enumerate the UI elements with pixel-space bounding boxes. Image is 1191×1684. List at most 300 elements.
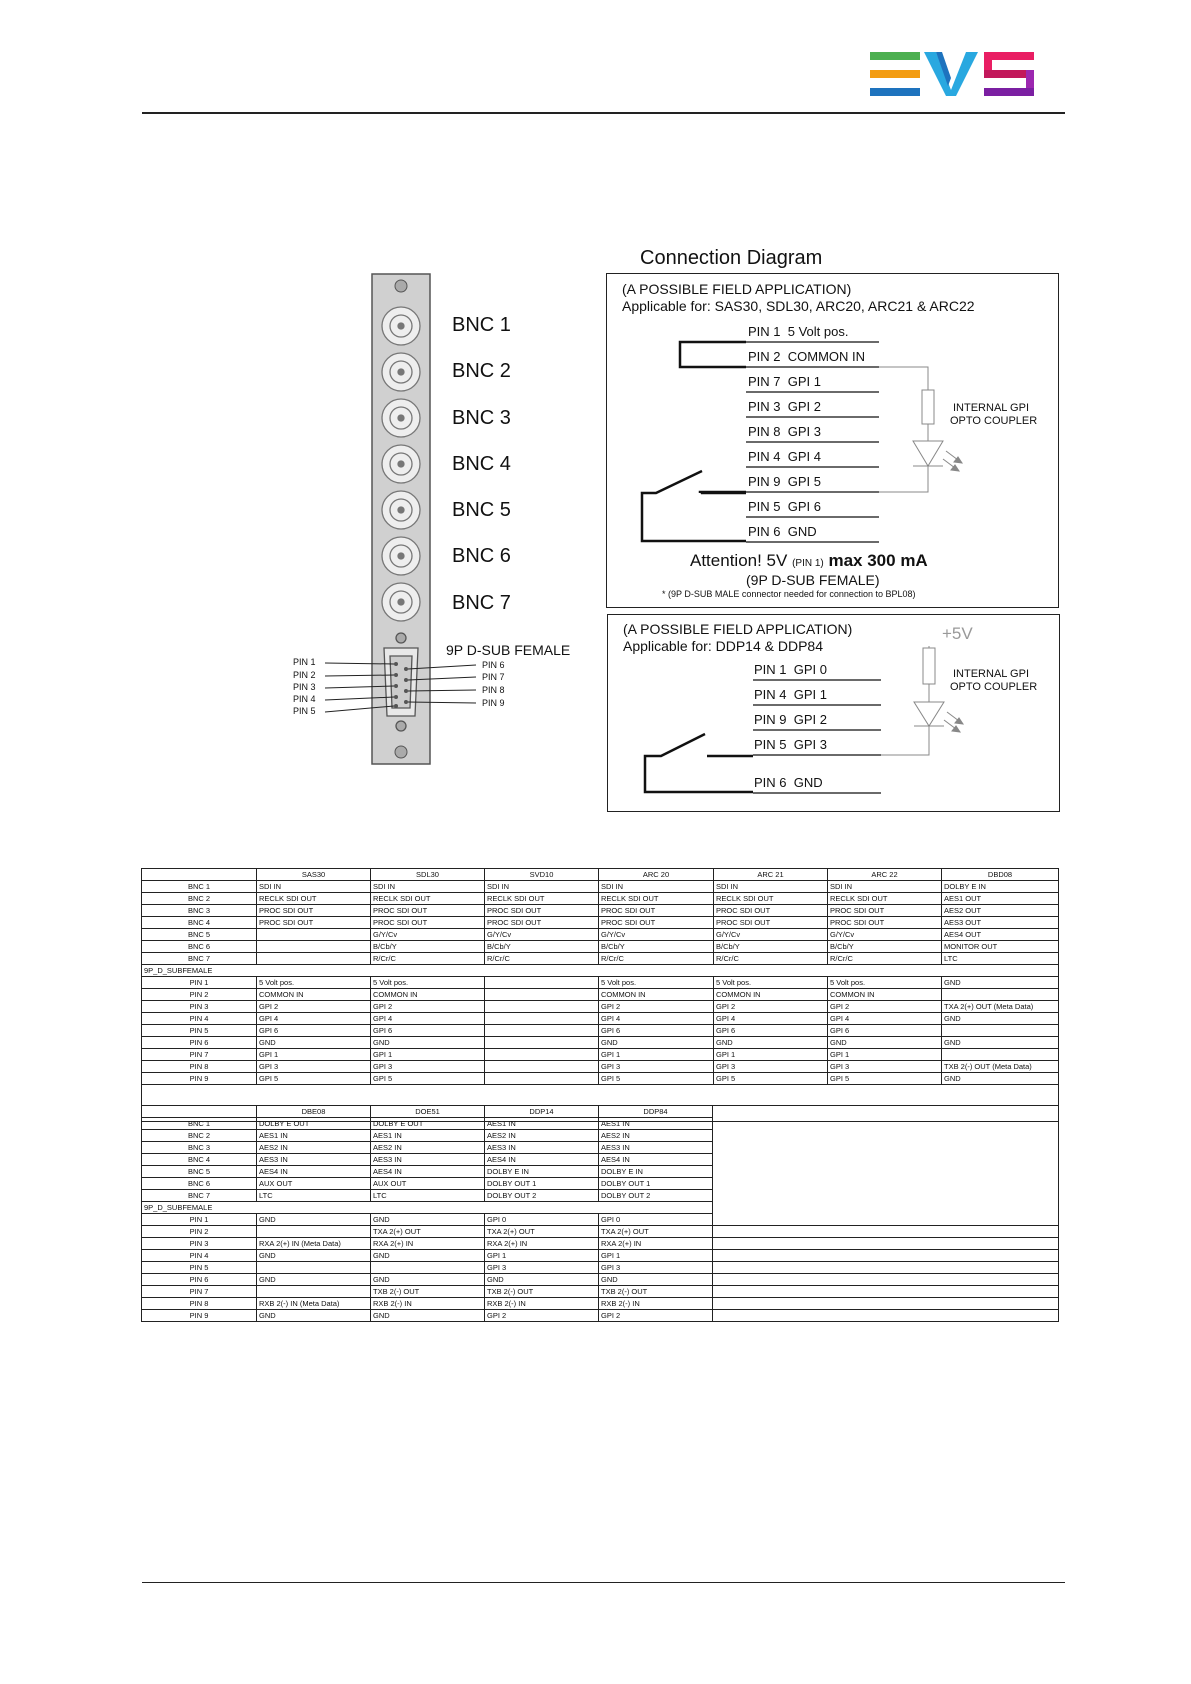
table-cell: BNC 5 [142,929,257,941]
table-cell: RECLK SDI OUT [485,893,599,905]
attention-pin: (PIN 1) [792,558,824,569]
table-section-row [142,965,1059,977]
bnc-label: BNC 7 [452,592,511,614]
table-row [142,1130,1059,1142]
table-cell: TXA 2(+) OUT [371,1226,485,1238]
table-cell [257,929,371,941]
table-cell: DOLBY OUT 2 [599,1190,713,1202]
table-cell: B/Cb/Y [371,941,485,953]
table-header-row [142,869,1059,881]
table-cell: AES4 IN [599,1154,713,1166]
table-cell: TXA 2(+) OUT (Meta Data) [942,1001,1059,1013]
box1-pin: PIN 5 GPI 6 [748,499,821,514]
table-cell: GPI 3 [599,1262,713,1274]
table-cell: PIN 2 [142,1226,257,1238]
table-cell: DDP14 [485,1106,599,1118]
table-cell: AES4 IN [371,1166,485,1178]
table-cell: BNC 5 [142,1166,257,1178]
table-cell [257,1262,371,1274]
table-cell: BNC 3 [142,905,257,917]
table-cell [942,989,1059,1001]
table-cell: GPI 1 [828,1049,942,1061]
table-row [142,1049,1059,1061]
table-cell: R/Cr/C [599,953,714,965]
box1-note: * (9P D-SUB MALE connector needed for connection to BPL08) [662,589,916,599]
box1-gpi-label: INTERNAL GPI [953,402,1029,414]
table-cell: GPI 1 [485,1250,599,1262]
table-cell: AES1 OUT [942,893,1059,905]
pin-label-left: PIN 4 [293,694,316,704]
table-row [142,941,1059,953]
blank-cell [713,1154,1059,1166]
blank-cell [713,1262,1059,1274]
table-cell: DBE08 [257,1106,371,1118]
table-cell: PROC SDI OUT [371,905,485,917]
table-row [142,1250,1059,1262]
table-cell: G/Y/Cv [371,929,485,941]
table-cell: 5 Volt pos. [714,977,828,989]
table-cell: RXA 2(+) IN [599,1238,713,1250]
table-cell: COMMON IN [828,989,942,1001]
table-cell: PIN 7 [142,1049,257,1061]
table-cell: ARC 22 [828,869,942,881]
table-cell: GPI 2 [714,1001,828,1013]
table-cell: GND [599,1037,714,1049]
table-cell [257,941,371,953]
table-cell: AES2 IN [371,1142,485,1154]
attention-max: max 300 mA [828,551,928,570]
table-row [142,1286,1059,1298]
table-cell: B/Cb/Y [485,941,599,953]
table-cell: R/Cr/C [371,953,485,965]
table-section-row [142,1202,1059,1214]
table-cell [142,869,257,881]
table-cell: PIN 2 [142,989,257,1001]
table-cell [485,1001,599,1013]
table-cell [485,1037,599,1049]
table-cell: GND [599,1274,713,1286]
table-cell: AES2 IN [257,1142,371,1154]
table-cell: B/Cb/Y [714,941,828,953]
table-cell [942,1049,1059,1061]
pin-label-left: PIN 5 [293,706,316,716]
table-cell: GPI 1 [599,1049,714,1061]
table-cell: RECLK SDI OUT [828,893,942,905]
table-cell: GND [942,977,1059,989]
table-cell: GND [485,1274,599,1286]
box2-applicable: Applicable for: DDP14 & DDP84 [623,638,823,654]
table-cell: GND [257,1214,371,1226]
bnc-label: BNC 4 [452,453,511,475]
table-cell: GPI 1 [371,1049,485,1061]
table-cell: DOLBY E IN [485,1166,599,1178]
table-cell: R/Cr/C [714,953,828,965]
dsub-connector [384,633,418,731]
table-cell: GPI 3 [257,1061,371,1073]
table-cell: BNC 7 [142,953,257,965]
table-cell: COMMON IN [714,989,828,1001]
table-cell: PROC SDI OUT [599,905,714,917]
table-cell [257,1226,371,1238]
table-cell [485,1049,599,1061]
table-cell: SDI IN [485,881,599,893]
table-cell: 9P_D_SUBFEMALE [142,1202,713,1214]
table-cell: AES1 IN [371,1130,485,1142]
blank-cell [713,1286,1059,1298]
table-cell: GPI 6 [257,1025,371,1037]
table-cell [485,977,599,989]
table-cell: GPI 1 [714,1049,828,1061]
table-cell: GND [371,1214,485,1226]
table-cell [485,1013,599,1025]
attention-text: Attention! 5V [690,551,788,570]
table-header-row [142,1106,1059,1118]
table-cell: RECLK SDI OUT [599,893,714,905]
table-cell: 5 Volt pos. [828,977,942,989]
table-cell: GPI 2 [599,1001,714,1013]
table-cell: G/Y/Cv [828,929,942,941]
diagram-title: Connection Diagram [640,247,823,269]
table-cell: GND [257,1274,371,1286]
table-cell: PROC SDI OUT [828,917,942,929]
table-cell: TXB 2(-) OUT [371,1286,485,1298]
footer-rule [142,1582,1065,1583]
box2-pin: PIN 1 GPI 0 [754,662,827,677]
table-cell: LTC [371,1190,485,1202]
table-cell: RXA 2(+) IN [485,1238,599,1250]
box2-pin: PIN 9 GPI 2 [754,712,827,727]
table-row [142,1310,1059,1322]
table-cell: GPI 3 [371,1061,485,1073]
table-cell: RXB 2(-) IN (Meta Data) [257,1298,371,1310]
table-cell: AUX OUT [371,1178,485,1190]
blank-cell [713,1274,1059,1286]
table-cell: AES3 IN [485,1142,599,1154]
table-cell: BNC 4 [142,1154,257,1166]
io-table-1 [141,868,1059,1122]
table-cell: GPI 4 [828,1013,942,1025]
box1-pin: PIN 3 GPI 2 [748,399,821,414]
dsub-label: 9P D-SUB FEMALE [446,642,571,658]
blank-cell [713,1298,1059,1310]
table-cell: RECLK SDI OUT [714,893,828,905]
table-cell: GND [828,1037,942,1049]
box1-heading: (A POSSIBLE FIELD APPLICATION) [622,281,852,297]
table-cell: GPI 0 [485,1214,599,1226]
box2-pin: PIN 5 GPI 3 [754,737,827,752]
table-cell: DOLBY E OUT [371,1118,485,1130]
table-cell: DOLBY OUT 1 [599,1178,713,1190]
table-cell: DOLBY E IN [599,1166,713,1178]
table-cell: DOE51 [371,1106,485,1118]
box2-gpi-label: OPTO COUPLER [950,681,1038,693]
table-cell: BNC 1 [142,1118,257,1130]
box1-connector: (9P D-SUB FEMALE) [746,572,880,588]
pin-label-right: PIN 9 [482,698,505,708]
box2-heading: (A POSSIBLE FIELD APPLICATION) [623,621,853,637]
table-cell: GND [714,1037,828,1049]
table-cell: GPI 4 [599,1013,714,1025]
table-cell: GND [257,1310,371,1322]
table-cell [485,1025,599,1037]
table-cell: GND [257,1037,371,1049]
table-cell: GND [371,1274,485,1286]
table-cell: PIN 3 [142,1001,257,1013]
table-row [142,1166,1059,1178]
table-cell: MONITOR OUT [942,941,1059,953]
table-cell [142,1106,257,1118]
table-cell: SAS30 [257,869,371,881]
table-cell: PIN 3 [142,1238,257,1250]
table-row [142,1274,1059,1286]
bnc-label: BNC 2 [452,360,511,382]
table-cell: PIN 1 [142,1214,257,1226]
table-cell: LTC [942,953,1059,965]
table-cell: GPI 4 [714,1013,828,1025]
box2-gpi-label: INTERNAL GPI [953,668,1029,680]
blank-cell [713,1214,1059,1226]
blank-cell [713,1190,1059,1202]
table-cell: GND [257,1250,371,1262]
table-row [142,893,1059,905]
table-cell: 5 Volt pos. [371,977,485,989]
box1-pin: PIN 4 GPI 4 [748,449,821,464]
table-cell: TXA 2(+) OUT [599,1226,713,1238]
table-cell: BNC 3 [142,1142,257,1154]
table-cell [257,1286,371,1298]
table-cell: PROC SDI OUT [257,905,371,917]
table-cell: AES4 OUT [942,929,1059,941]
table-cell: G/Y/Cv [485,929,599,941]
pin-label-right: PIN 8 [482,685,505,695]
blank-cell [713,1310,1059,1322]
table-cell: GPI 5 [714,1073,828,1085]
table-cell: GPI 3 [599,1061,714,1073]
table-cell: GND [942,1013,1059,1025]
table-cell: AES3 OUT [942,917,1059,929]
table-row [142,1025,1059,1037]
blank-cell [713,1118,1059,1130]
table-cell: GPI 2 [828,1001,942,1013]
table-row [142,1061,1059,1073]
table-cell: PROC SDI OUT [714,917,828,929]
table-cell [485,1073,599,1085]
table-cell: BNC 4 [142,917,257,929]
bnc-label: BNC 6 [452,545,511,567]
table-cell: GPI 5 [371,1073,485,1085]
table-cell: PIN 9 [142,1073,257,1085]
table-cell: B/Cb/Y [599,941,714,953]
table-cell: AES3 IN [257,1154,371,1166]
table-cell: PROC SDI OUT [485,905,599,917]
table-cell: 5 Volt pos. [257,977,371,989]
table-cell: DOLBY E IN [942,881,1059,893]
table-cell: 9P_D_SUBFEMALE [142,965,1059,977]
blank-cell [713,1226,1059,1238]
table-cell: DOLBY E OUT [257,1118,371,1130]
table-cell: RXA 2(+) IN (Meta Data) [257,1238,371,1250]
table-row [142,1154,1059,1166]
pin-label-left: PIN 1 [293,657,316,667]
table-cell: BNC 2 [142,1130,257,1142]
table-cell: BNC 6 [142,941,257,953]
table-row [142,1073,1059,1085]
table-row [142,1214,1059,1226]
table-cell: RECLK SDI OUT [257,893,371,905]
table-cell: AES2 OUT [942,905,1059,917]
table-cell: SDI IN [599,881,714,893]
blank-cell [713,1130,1059,1142]
table-row [142,1190,1059,1202]
table-cell: DOLBY OUT 2 [485,1190,599,1202]
table-cell: PIN 6 [142,1274,257,1286]
table-row [142,1238,1059,1250]
box1-pin: PIN 9 GPI 5 [748,474,821,489]
box2-wiring [607,614,1058,810]
table-cell: BNC 6 [142,1178,257,1190]
table-cell: GPI 4 [371,1013,485,1025]
table-cell: R/Cr/C [485,953,599,965]
table-row [142,977,1059,989]
table-cell: PIN 7 [142,1286,257,1298]
table-cell: GPI 2 [371,1001,485,1013]
table-cell: AES2 IN [485,1130,599,1142]
table-cell: AES3 IN [371,1154,485,1166]
table-cell: GPI 2 [599,1310,713,1322]
bnc-label: BNC 5 [452,499,511,521]
blank-cell [713,1250,1059,1262]
bnc-label: BNC 1 [452,314,511,336]
table-row [142,1262,1059,1274]
table-row [142,1037,1059,1049]
table-cell: PIN 6 [142,1037,257,1049]
table-cell: COMMON IN [599,989,714,1001]
box2-volt: +5V [942,624,973,643]
box1-attention [690,551,928,571]
table-row [142,929,1059,941]
table-cell: RXB 2(-) IN [485,1298,599,1310]
table-cell: PIN 8 [142,1298,257,1310]
table-row [142,905,1059,917]
table-cell: GPI 6 [599,1025,714,1037]
table-cell: DOLBY OUT 1 [485,1178,599,1190]
table-row [142,1178,1059,1190]
box1-pin: PIN 2 COMMON IN [748,349,866,364]
table-cell: BNC 7 [142,1190,257,1202]
box1-pin: PIN 8 GPI 3 [748,424,821,439]
table-cell: AES4 IN [485,1154,599,1166]
table-cell [942,1025,1059,1037]
table-cell: GND [942,1037,1059,1049]
blank-cell [713,1142,1059,1154]
table-cell: COMMON IN [257,989,371,1001]
table-cell: PIN 5 [142,1025,257,1037]
table-cell: AES1 IN [599,1118,713,1130]
table-cell: B/Cb/Y [828,941,942,953]
table-cell: SDI IN [371,881,485,893]
table-cell: GPI 0 [599,1214,713,1226]
table-cell: DBD08 [942,869,1059,881]
box1-gpi-label: OPTO COUPLER [950,415,1038,427]
table-cell: DDP84 [599,1106,713,1118]
table-cell: PROC SDI OUT [371,917,485,929]
table-cell: SDI IN [257,881,371,893]
table-cell: ARC 21 [714,869,828,881]
box1-pin: PIN 1 5 Volt pos. [748,324,849,339]
table-cell: PIN 8 [142,1061,257,1073]
table-cell: GPI 1 [257,1049,371,1061]
table-row [142,1013,1059,1025]
table-cell: GPI 2 [257,1001,371,1013]
box1-pin: PIN 6 GND [748,524,817,539]
table-cell: R/Cr/C [828,953,942,965]
evs-logo [870,50,1060,100]
table-row [142,1118,1059,1130]
table-cell: COMMON IN [371,989,485,1001]
bnc-label: BNC 3 [452,407,511,429]
table-row [142,989,1059,1001]
box2-pin: PIN 4 GPI 1 [754,687,827,702]
table-cell: TXB 2(-) OUT [599,1286,713,1298]
table-row [142,1001,1059,1013]
table-cell: PROC SDI OUT [828,905,942,917]
table-cell: PIN 1 [142,977,257,989]
table-cell: GPI 4 [257,1013,371,1025]
table-row [142,953,1059,965]
table-cell: PIN 4 [142,1013,257,1025]
table-cell: GPI 5 [257,1073,371,1085]
table-cell: ARC 20 [599,869,714,881]
table-cell: PROC SDI OUT [257,917,371,929]
table-cell: GND [371,1037,485,1049]
table-cell: GPI 6 [828,1025,942,1037]
table-cell: AES3 IN [599,1142,713,1154]
box1-pin: PIN 7 GPI 1 [748,374,821,389]
table-cell: SDI IN [714,881,828,893]
io-table-2 [141,1105,1059,1322]
table-cell: SVD10 [485,869,599,881]
table-cell: BNC 2 [142,893,257,905]
table-row [142,1226,1059,1238]
table-cell: GND [371,1310,485,1322]
table-cell: PIN 4 [142,1250,257,1262]
table-cell: TXA 2(+) OUT [485,1226,599,1238]
table-cell: SDI IN [828,881,942,893]
pin-label-right: PIN 7 [482,672,505,682]
table-cell: GND [942,1073,1059,1085]
table-cell: TXB 2(-) OUT [485,1286,599,1298]
table-cell: PROC SDI OUT [485,917,599,929]
blank-cell [713,1178,1059,1190]
table-row [142,881,1059,893]
table-cell: LTC [257,1190,371,1202]
table-cell: GPI 5 [599,1073,714,1085]
table-cell: AES2 IN [599,1130,713,1142]
table-row [142,1142,1059,1154]
table-cell: AES4 IN [257,1166,371,1178]
pin-label-right: PIN 6 [482,660,505,670]
blank-cell [713,1106,1059,1118]
box1-applicable: Applicable for: SAS30, SDL30, ARC20, ARC21 & ARC22 [622,298,975,314]
connector-panel [288,272,588,772]
table-cell: G/Y/Cv [714,929,828,941]
table-cell: RXB 2(-) IN [599,1298,713,1310]
table-cell: GPI 2 [485,1310,599,1322]
table-cell: AES1 IN [257,1130,371,1142]
table-cell: PIN 9 [142,1310,257,1322]
table-cell: GPI 1 [599,1250,713,1262]
table-cell: RXB 2(-) IN [371,1298,485,1310]
